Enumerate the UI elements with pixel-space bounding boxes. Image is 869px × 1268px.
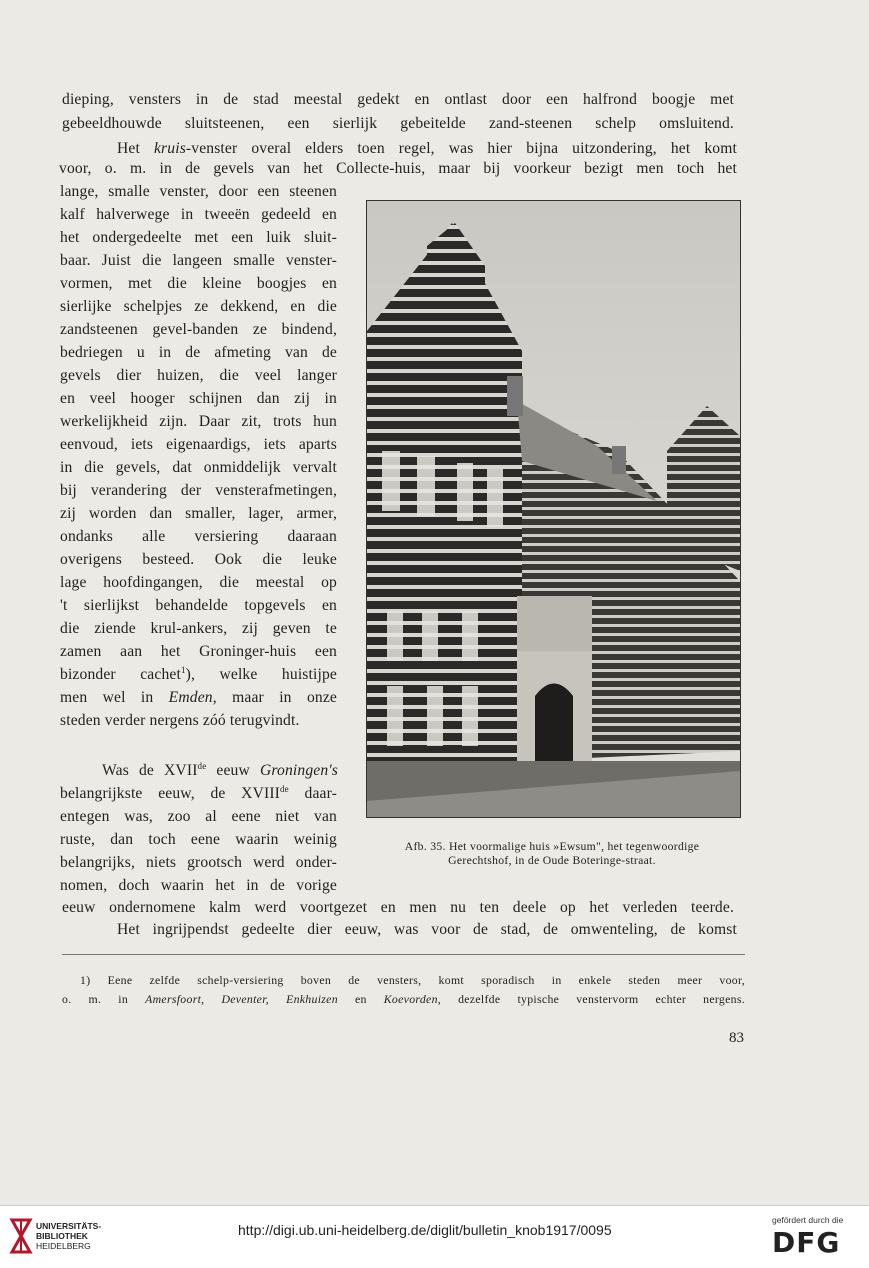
column-line: bedriegen u in de afmeting van de <box>60 344 337 361</box>
column-line: 't sierlijkst behandelde topgevels en <box>60 597 337 614</box>
figure-caption: Gerechtshof, in de Oude Boteringe-straat. <box>448 854 656 867</box>
logo-line: BIBLIOTHEK <box>36 1231 88 1241</box>
column-line: men wel in Emden, maar in onze <box>60 689 337 706</box>
body-line: eeuw ondernomene kalm werd voortgezet en men nu ten deele op het verleden teerde. <box>62 899 734 916</box>
column-line: lage hoofdingangen, die meestal op <box>60 574 337 591</box>
column-line: gevels dier huizen, die veel langer <box>60 367 337 384</box>
column-line: ondanks alle versiering daaraan <box>60 528 337 545</box>
column-line: lange, smalle venster, door een steenen <box>60 183 337 200</box>
column-line: entegen was, zoo al eene niet van <box>60 808 337 825</box>
body-line: Het ingrijpendst gedeelte dier eeuw, was voor de stad, de omwenteling, de komst <box>117 921 737 938</box>
column-line: bizonder cachet$^1$), welke huistijpe <box>60 664 337 683</box>
footnote-line: o. m. in Amersfoort, Deventer, Enkhuizen en Koevorden, dezelfde typische venstervorm echter nergens. <box>62 992 746 1006</box>
column-line: steden verder nergens zóó terugvindt. <box>60 712 300 729</box>
column-line: overigens besteed. Ook die leuke <box>60 551 337 568</box>
column-line: belangrijkste eeuw, de XVIIIde daar- <box>60 783 337 802</box>
viewer-footer <box>0 1205 869 1268</box>
dfg-logo[interactable]: DFG <box>772 1226 841 1259</box>
column-line: sierlijke schelpjes ze dekkend, en die <box>60 298 337 315</box>
column-line: ruste, dan toch eene waarin weinig <box>60 831 337 848</box>
column-line: werkelijkheid zijn. Daar zit, trots hun <box>60 413 337 430</box>
page-number: 83 <box>729 1030 744 1046</box>
column-line: baar. Juist die langeen smalle venster- <box>60 252 337 269</box>
column-line: die ziende krul-ankers, zij geven te <box>60 620 337 637</box>
figure-caption: Afb. 35. Het voormalige huis »Ewsum", het tegenwoordige <box>404 840 700 853</box>
column-line: kalf halverwege in tweeën gedeeld en <box>60 206 337 223</box>
body-line: voor, o. m. in de gevels van het Collecte-huis, maar bij voorkeur bezigt men toch het <box>59 160 737 177</box>
column-line: eenvoud, iets eigenaardigs, iets aparts <box>60 436 337 453</box>
column-line: zij worden dan smaller, lager, armer, <box>60 505 337 522</box>
column-line: zamen aan het Groninger-huis een <box>60 643 337 660</box>
column-line: en veel hooger schijnen dan zij in <box>60 390 337 407</box>
column-line: het ondergedeelte met een luik sluit- <box>60 229 337 246</box>
body-line: dieping, vensters in de stad meestal gedekt en ontlast door een halfrond boogje met <box>62 91 734 108</box>
logo-line: UNIVERSITÄTS- <box>36 1221 102 1231</box>
building-illustration <box>367 201 740 817</box>
page-url-link[interactable]: http://digi.ub.uni-heidelberg.de/diglit/bulletin_knob1917/0095 <box>238 1222 612 1238</box>
building-photo <box>366 200 741 818</box>
column-line: belangrijks, niets grootsch werd onder- <box>60 854 337 871</box>
logo-line: HEIDELBERG <box>36 1241 91 1251</box>
column-line: Was de XVIIde eeuw Groningen's <box>102 760 338 779</box>
column-line: in die gevels, dat onmiddelijk vervalt <box>60 459 337 476</box>
column-line: zandsteenen gevel-banden ze bindend, <box>60 321 337 338</box>
column-line: bij verandering der vensterafmetingen, <box>60 482 337 499</box>
footnote-divider <box>62 954 745 955</box>
body-line: gebeeldhouwde sluitsteenen, een sierlijk gebeitelde zand-steenen schelp omsluitend. <box>62 115 734 132</box>
column-line: nomen, doch waarin het in de vorige <box>60 877 337 894</box>
library-logo-icon <box>8 1216 34 1256</box>
column-line: vormen, met die kleine boogjes en <box>60 275 337 292</box>
body-line: Het kruis-venster overal elders toen regel, was hier bijna uitzondering, het komt <box>117 140 737 157</box>
footnote-line: 1) Eene zelfde schelp-versiering boven de vensters, komt sporadisch in enkele steden meer voor, <box>80 973 745 987</box>
dfg-label: gefördert durch die <box>772 1215 844 1225</box>
library-logo[interactable] <box>36 1221 101 1251</box>
